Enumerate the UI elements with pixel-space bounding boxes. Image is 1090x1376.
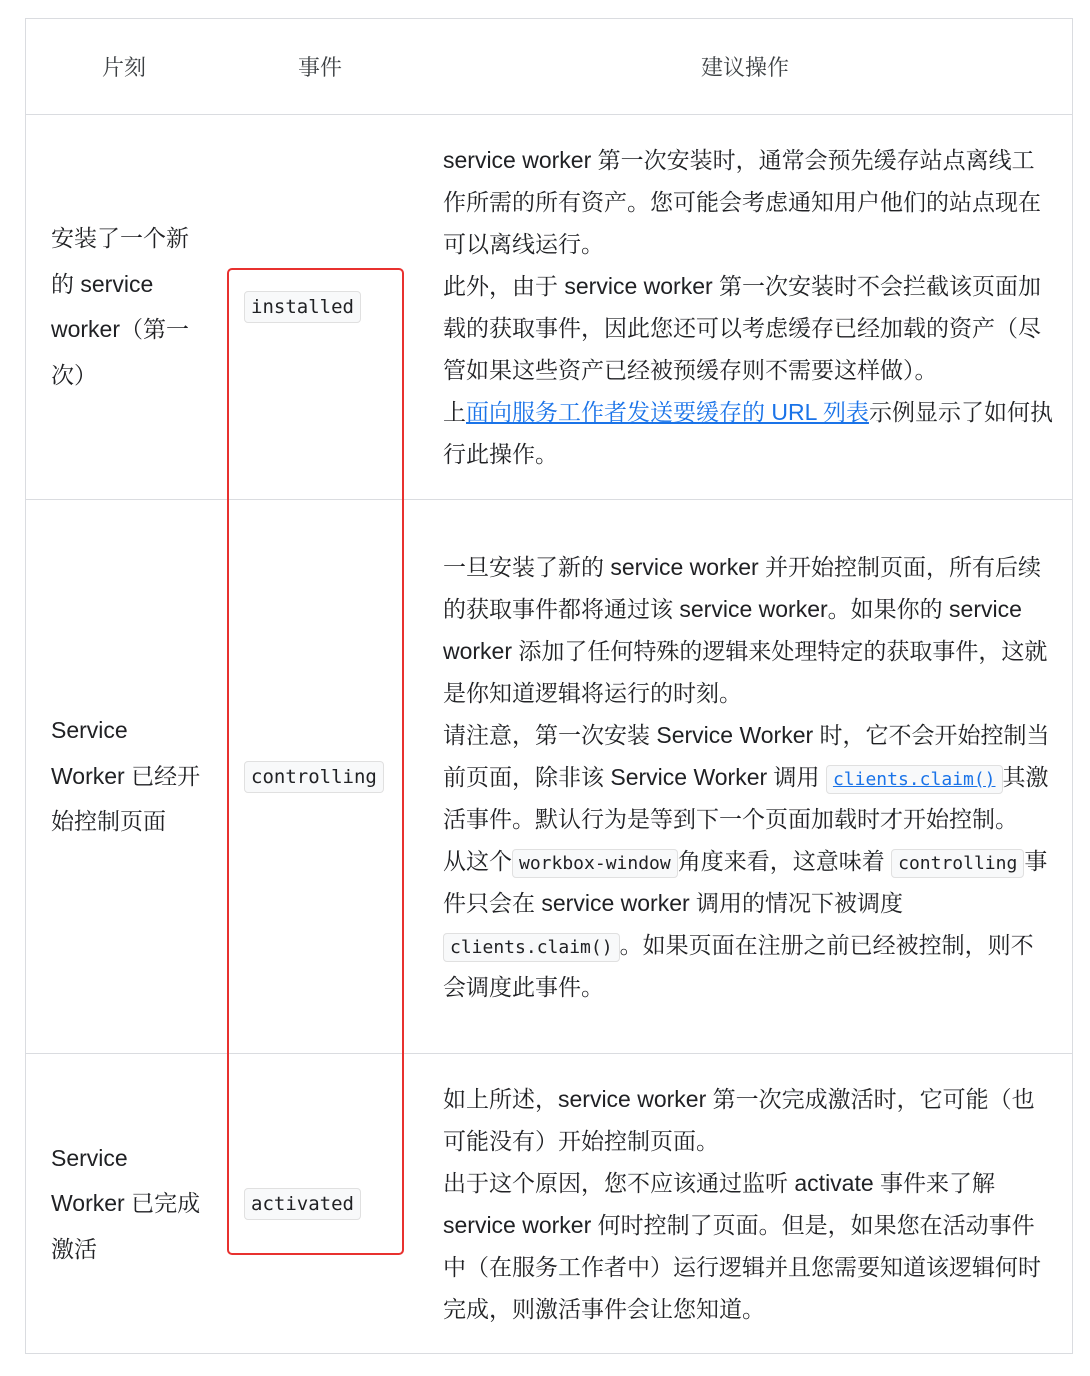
action-paragraph: service worker 第一次安装时，通常会预先缓存站点离线工作所需的所有资产。您可能会考虑通知用户他们的站点现在可以离线运行。 bbox=[443, 147, 1041, 257]
event-code-installed: installed bbox=[244, 291, 361, 323]
table-row bbox=[26, 500, 1072, 1054]
action-paragraph: 出于这个原因，您不应该通过监听 activate 事件来了解 service worker 何时控制了页面。但是，如果您在活动事件中（在服务工作者中）运行逻辑并且您需要知道该逻辑何时完成，则激活事件会让您知道。 bbox=[443, 1170, 1041, 1322]
moment-text: Service Worker 已完成激活 bbox=[51, 1144, 201, 1262]
action-text bbox=[443, 139, 1053, 475]
table-row bbox=[26, 1054, 1072, 1354]
action-paragraph: 从这个 workbox-window 角度来看，这意味着 controlling 事件只会在 service worker 调用的情况下被调度clients.claim() 。如果页面在注册之前已经被控制，则不会调度此事件。 bbox=[443, 847, 1048, 1000]
table-header bbox=[26, 19, 1072, 115]
event-code-activated: activated bbox=[244, 1188, 361, 1220]
action-text bbox=[443, 1078, 1053, 1330]
inline-code: controlling bbox=[891, 849, 1024, 878]
cache-urls-link[interactable]: 面向服务工作者发送要缓存的 URL 列表 bbox=[466, 399, 869, 425]
header-event: 事件 bbox=[297, 55, 342, 80]
events-table bbox=[25, 18, 1073, 1354]
header-moment: 片刻 bbox=[101, 55, 146, 80]
action-text bbox=[443, 546, 1053, 1008]
header-action: 建议操作 bbox=[700, 55, 789, 80]
action-paragraph: 请注意，第一次安装 Service Worker 时，它不会开始控制当前页面，除非该 Service Worker 调用 clients.claim() 其激活事件。默认行为是等到下一个页面加载时才开始控制。 bbox=[443, 721, 1050, 832]
inline-code: workbox-window bbox=[512, 849, 678, 878]
event-code-controlling: controlling bbox=[244, 761, 384, 793]
table-row bbox=[26, 115, 1072, 500]
action-paragraph: 此外，由于 service worker 第一次安装时不会拦截该页面加载的获取事件，因此您还可以考虑缓存已经加载的资产（尽管如果这些资产已经被预缓存则不需要这样做）。 bbox=[443, 273, 1042, 383]
inline-code: clients.claim() bbox=[443, 933, 620, 962]
moment-text: 安装了一个新的 service worker（第一次） bbox=[51, 225, 190, 388]
action-paragraph: 上面向服务工作者发送要缓存的 URL 列表示例显示了如何执行此操作。 bbox=[443, 399, 1053, 467]
action-paragraph: 一旦安装了新的 service worker 并开始控制页面，所有后续的获取事件都将通过该 service worker。如果你的 service worker 添加了任何特殊的逻辑来处理特定的获取事件，这就是你知道逻辑将运行的时刻。 bbox=[443, 553, 1048, 706]
action-paragraph: 如上所述，service worker 第一次完成激活时，它可能（也可能没有）开始控制页面。 bbox=[443, 1086, 1035, 1154]
moment-text: Service Worker 已经开始控制页面 bbox=[51, 717, 201, 835]
clients-claim-link[interactable]: clients.claim() bbox=[832, 768, 996, 790]
